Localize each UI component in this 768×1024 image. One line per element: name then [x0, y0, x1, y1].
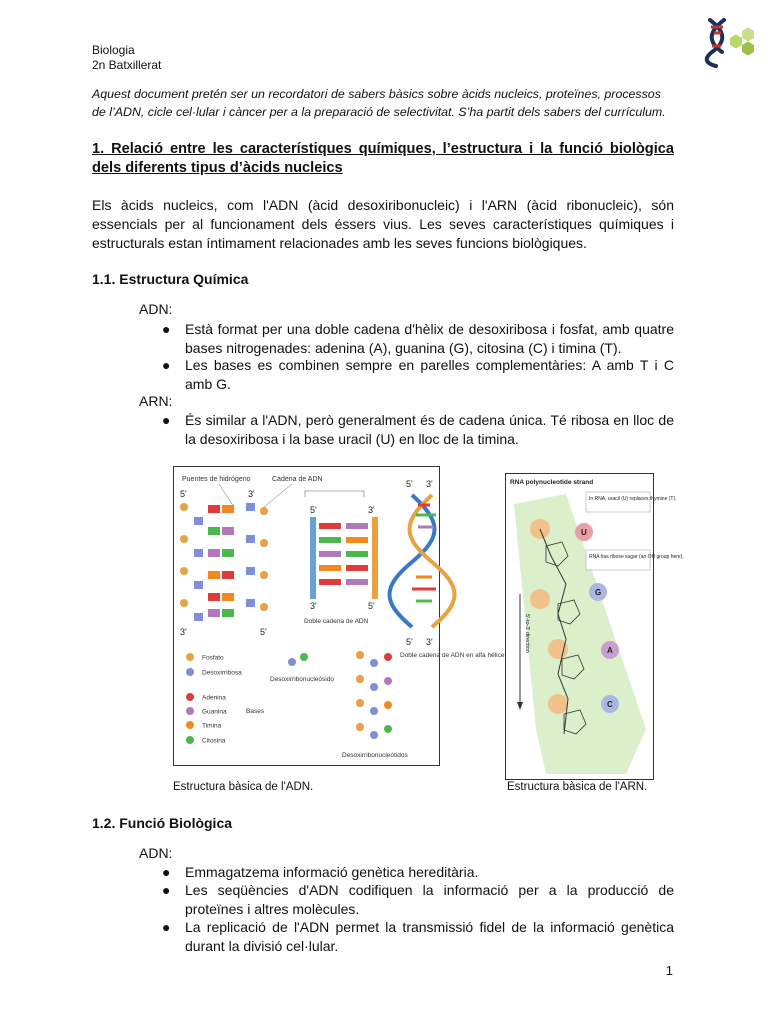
label-3prime: 3' [426, 479, 433, 489]
list-item [162, 863, 674, 882]
rna-figure-caption: Estructura bàsica de l'ARN. [507, 781, 648, 793]
double-helix-diagram [390, 479, 505, 659]
list-item [162, 356, 674, 393]
legend-swatch [186, 668, 194, 676]
section-1-2-title: 1.2. Funció Biològica [92, 815, 233, 831]
bullet-icon: ● [162, 357, 171, 373]
hbond-label: Puentes de hidrógeno [182, 476, 251, 483]
list-item [162, 881, 674, 918]
label-3prime: 3' [426, 637, 433, 647]
chain-label: Cadena de ADN [272, 476, 323, 483]
legend-label: Desoxirribosa [202, 669, 242, 677]
rna-structure-figure [505, 473, 684, 780]
section-1-1-title: 1.1. Estructura Química [92, 271, 249, 287]
legend-label: Fosfato [202, 654, 224, 662]
dna-figure-caption: Estructura bàsica de l'ADN. [173, 781, 314, 793]
double-chain-label: Doble cadena de ADN [304, 618, 369, 625]
adn-label: ADN: [139, 845, 173, 861]
section-1-title: 1. Relació entre les característiques químiques, l’estructura i la funció biològica dels diferents tipus d’àcids nucleics [92, 141, 674, 176]
bullet-text: És similar a l'ADN, però generalment és de cadena única. Té ribosa en lloc de la desoxiribosa i la base uracil (U) en lloc de la timina. [185, 412, 674, 447]
section-1-paragraph: Els àcids nucleics, com l'ADN (àcid desoxiribonucleic) i l'ARN (àcid ribonucleic), són essencials per al funcionament dels éssers vius. Les seves característiques químiques i estructurals estan íntimament relacionades amb les seves funcions biològiques. [92, 197, 674, 251]
rna-note-ribose: RNA has ribose sugar (an OH group here). [589, 554, 684, 560]
dna-legend [186, 653, 242, 745]
label-5prime: 5' [310, 505, 317, 515]
helix-label: Doble cadena de ADN en alfa hélice [400, 652, 505, 659]
legend-label: Adenina [202, 694, 226, 702]
bullet-text: Emmagatzema informació genètica hereditària. [185, 864, 479, 880]
nucleoside-label: Desoxirribonucleósido [270, 676, 334, 683]
legend-swatch [186, 736, 194, 744]
double-chain-diagram [304, 491, 378, 625]
dna-structure-figure [173, 466, 505, 766]
bullet-icon: ● [162, 412, 171, 428]
legend-swatch [186, 721, 194, 729]
rna-base-label: G [595, 588, 602, 597]
list-item [162, 918, 674, 955]
bullet-text: Està format per una doble cadena d'hèlix de desoxiribosa i fosfat, amb quatre bases nitrogenades: adenina (A), guanina (G), citosina (C) i timina (T). [185, 321, 674, 356]
label-3prime: 3' [248, 489, 255, 499]
legend-label: Guanina [202, 708, 227, 716]
label-5prime: 5' [180, 489, 187, 499]
intro-text: Aquest document pretén ser un recordatori de sabers bàsics sobre àcids nucleics, proteïnes, processos de l’ADN, cicle cel·lular i càncer per a la preparació de selectivitat. S’ha partit dels sabers del currículum. [92, 87, 666, 119]
legend-swatch [186, 707, 194, 715]
legend-swatch [186, 693, 194, 701]
rna-base-label: A [607, 646, 613, 655]
label-3prime: 3' [368, 505, 375, 515]
bullet-text: La replicació de l'ADN permet la transmissió fidel de la informació genètica durant la divisió cel·lular. [185, 919, 674, 954]
rna-base-label: U [581, 528, 587, 537]
label-5prime: 5' [368, 601, 375, 611]
bullet-icon: ● [162, 321, 171, 337]
legend-label: Timina [202, 722, 222, 730]
legend-swatch [186, 653, 194, 661]
page-number: 1 [665, 963, 673, 978]
rna-base-label: C [607, 700, 613, 709]
label-3prime: 3' [180, 627, 187, 637]
dna-logo-icon [700, 18, 756, 68]
bullet-icon: ● [162, 864, 171, 880]
bullet-icon: ● [162, 882, 171, 898]
adn-label: ADN: [139, 301, 173, 317]
bullet-icon: ● [162, 919, 171, 935]
legend-label: Citosina [202, 737, 226, 745]
header-subject: Biologia [92, 43, 135, 57]
arn-label: ARN: [139, 393, 173, 409]
label-5prime: 5' [406, 637, 413, 647]
bases-label: Bases [246, 708, 265, 715]
bullet-text: Les seqüències d'ADN codifiquen la informació per a la producció de proteïnes i altres molècules. [185, 882, 674, 917]
label-5prime: 5' [260, 627, 267, 637]
bullet-text: Les bases es combinen sempre en parelles complementàries: A amb T i C amb G. [185, 357, 674, 392]
nucleotide-ladder [180, 503, 268, 621]
rna-note-uracil: In RNA, uracil (U) replaces thymine (T). [589, 496, 677, 502]
rna-title: RNA polynucleotide strand [510, 479, 594, 486]
label-3prime: 3' [310, 601, 317, 611]
label-5prime: 5' [406, 479, 413, 489]
rna-direction-label: 5'-to-3' direction [524, 614, 530, 653]
header-course: 2n Batxillerat [92, 58, 162, 72]
nucleotides-label: Desoxirribonucleótidos [342, 752, 408, 759]
list-item [162, 320, 674, 357]
list-item [162, 411, 674, 448]
